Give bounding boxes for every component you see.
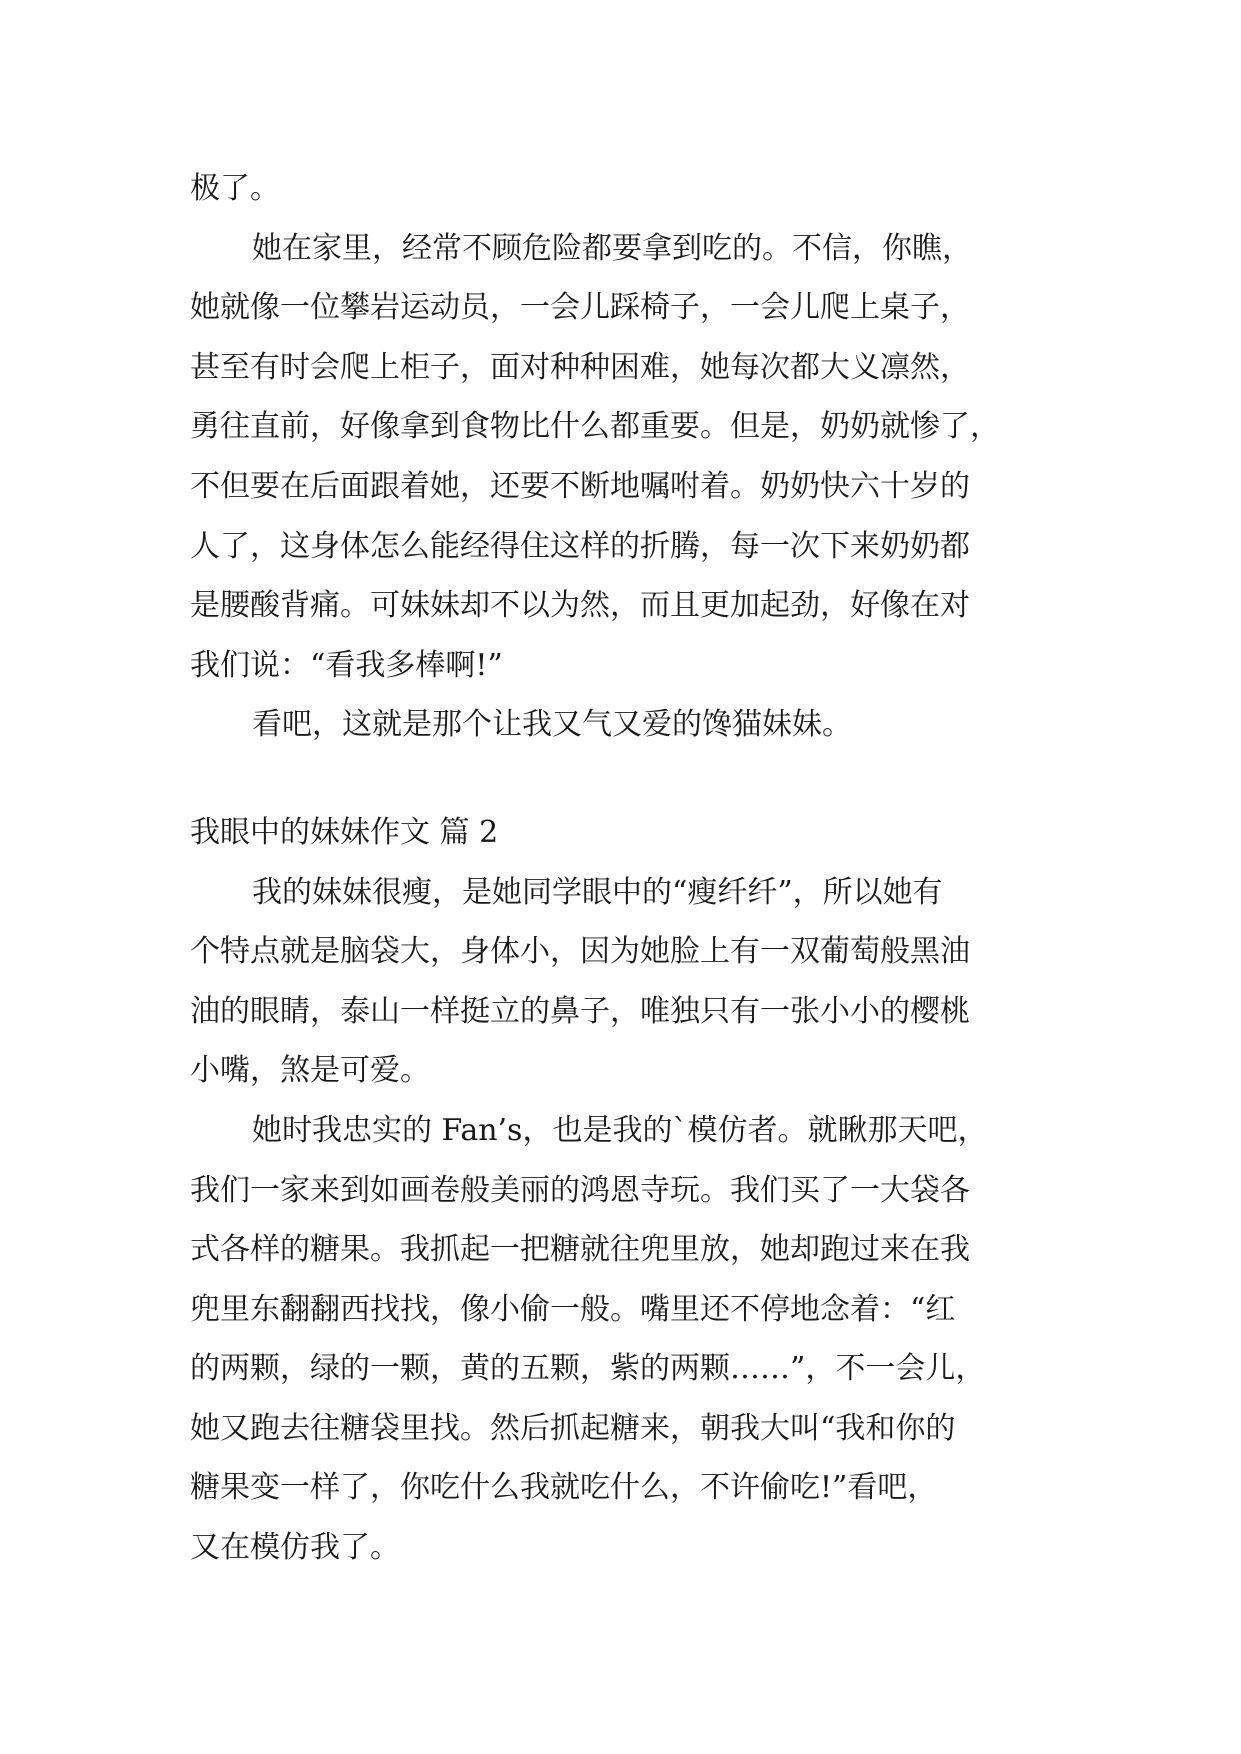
paragraph-line: 人了，这身体怎么能经得住这样的折腾，每一次下来奶奶都 <box>190 528 970 564</box>
paragraph-line: 个特点就是脑袋大，身体小，因为她脸上有一双葡萄般黑油 <box>190 934 970 970</box>
paragraph-line: 的两颗，绿的一颗，黄的五颗，紫的两颗……”，不一会儿， <box>190 1351 986 1387</box>
paragraph-line: 不但要在后面跟着她，还要不断地嘱咐着。奶奶快六十岁的 <box>190 468 970 504</box>
paragraph-line: 我的妹妹很瘦，是她同学眼中的“瘦纤纤”，所以她有 <box>252 874 943 910</box>
paragraph-line: 又在模仿我了。 <box>190 1530 400 1566</box>
section-heading: 我眼中的妹妹作文 篇 2 <box>190 814 499 850</box>
paragraph-line: 我们一家来到如画卷般美丽的鸿恩寺玩。我们买了一大袋各 <box>190 1172 970 1208</box>
paragraph-line: 式各样的糖果。我抓起一把糖就往兜里放，她却跑过来在我 <box>190 1232 970 1268</box>
paragraph-line: 甚至有时会爬上柜子，面对种种困难，她每次都大义凛然， <box>190 349 970 385</box>
paragraph-line: 我们说：“看我多棒啊!” <box>190 647 503 683</box>
paragraph-line: 她时我忠实的 Fan’s，也是我的`模仿者。就瞅那天吧， <box>252 1112 988 1148</box>
paragraph-line: 油的眼睛，泰山一样挺立的鼻子，唯独只有一张小小的樱桃 <box>190 993 970 1029</box>
paragraph-line: 勇往直前，好像拿到食物比什么都重要。但是，奶奶就惨了， <box>190 409 1000 445</box>
paragraph-line: 小嘴，煞是可爱。 <box>190 1053 430 1089</box>
paragraph-line: 她又跑去往糖袋里找。然后抓起糖来，朝我大叫“我和你的 <box>190 1410 956 1446</box>
paragraph-line: 看吧，这就是那个让我又气又爱的馋猫妹妹。 <box>252 707 852 743</box>
paragraph-line: 是腰酸背痛。可妹妹却不以为然，而且更加起劲，好像在对 <box>190 588 970 624</box>
paragraph-line: 糖果变一样了，你吃什么我就吃什么，不许偷吃!”看吧， <box>190 1470 938 1506</box>
paragraph-line: 兜里东翻翻西找找，像小偷一般。嘴里还不停地念着：“红 <box>190 1291 956 1327</box>
paragraph-line: 她就像一位攀岩运动员，一会儿踩椅子，一会儿爬上桌子， <box>190 290 970 326</box>
paragraph-line: 她在家里，经常不顾危险都要拿到吃的。不信，你瞧， <box>252 230 972 266</box>
section-gap <box>190 755 1070 803</box>
paragraph-line: 极了。 <box>190 171 280 206</box>
document-body <box>190 159 1070 1578</box>
